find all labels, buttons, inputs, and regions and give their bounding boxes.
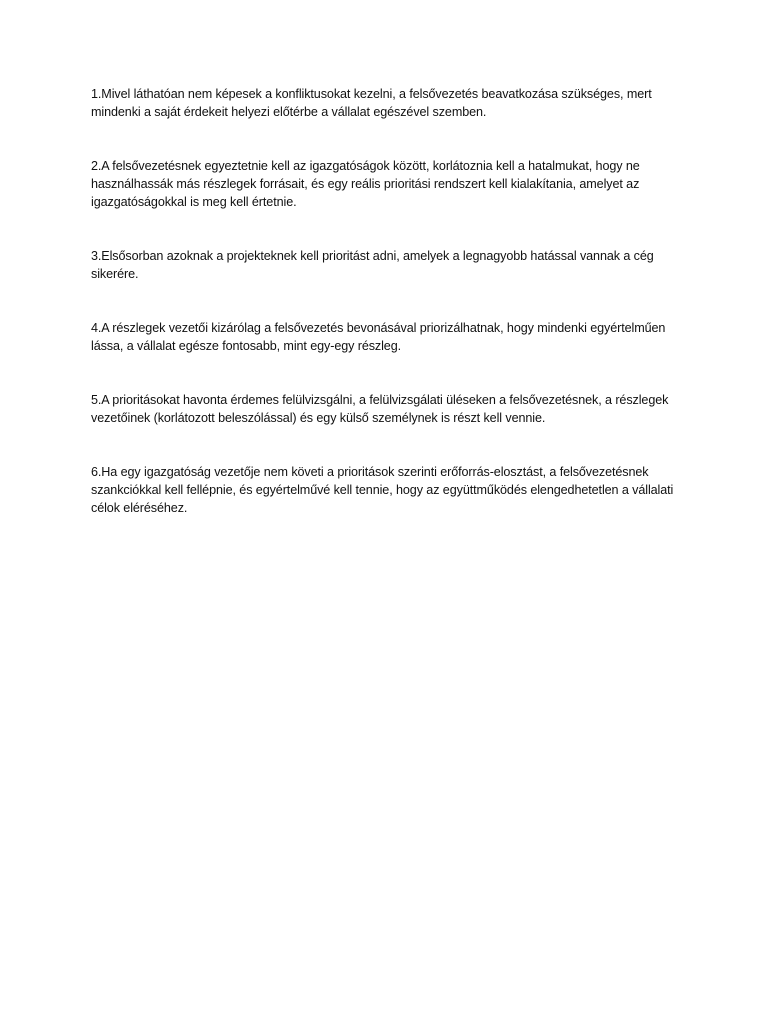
paragraph-3: 3.Elsősorban azoknak a projekteknek kell prioritást adni, amelyek a legnagyobb hatással vannak a cég sikerére. — [91, 249, 654, 281]
paragraph-2: 2.A felsővezetésnek egyeztetnie kell az igazgatóságok között, korlátoznia kell a hatalmukat, hogy ne használhassák más részlegek forrásait, és egy reális prioritási rendszert kell kialakítania, amelyet az igazgatóságokkal is meg kell értetnie. — [91, 159, 640, 209]
paragraph-6: 6.Ha egy igazgatóság vezetője nem követi a prioritások szerinti erőforrás-elosztást, a felsővezetésnek szankciókkal kell fellépnie, és egyértelművé kell tennie, hogy az együttműködés elengedhetetlen a vállalati célok eléréséhez. — [91, 465, 674, 515]
paragraph-5: 5.A prioritásokat havonta érdemes felülvizsgálni, a felülvizsgálati üléseken a felsővezetésnek, a részlegek vezetőinek (korlátozott beleszólással) és egy külső személynek is részt kell vennie. — [91, 393, 669, 425]
paragraph-4: 4.A részlegek vezetői kizárólag a felsővezetés bevonásával priorizálhatnak, hogy mindenki egyértelműen lássa, a vállalat egésze fontosabb, mint egy-egy részleg. — [91, 321, 666, 353]
paragraph-1: 1.Mivel láthatóan nem képesek a konfliktusokat kezelni, a felsővezetés beavatkozása szükséges, mert mindenki a saját érdekeit helyezi előtérbe a vállalat egészével szemben. — [91, 87, 652, 119]
document-body — [91, 85, 686, 553]
